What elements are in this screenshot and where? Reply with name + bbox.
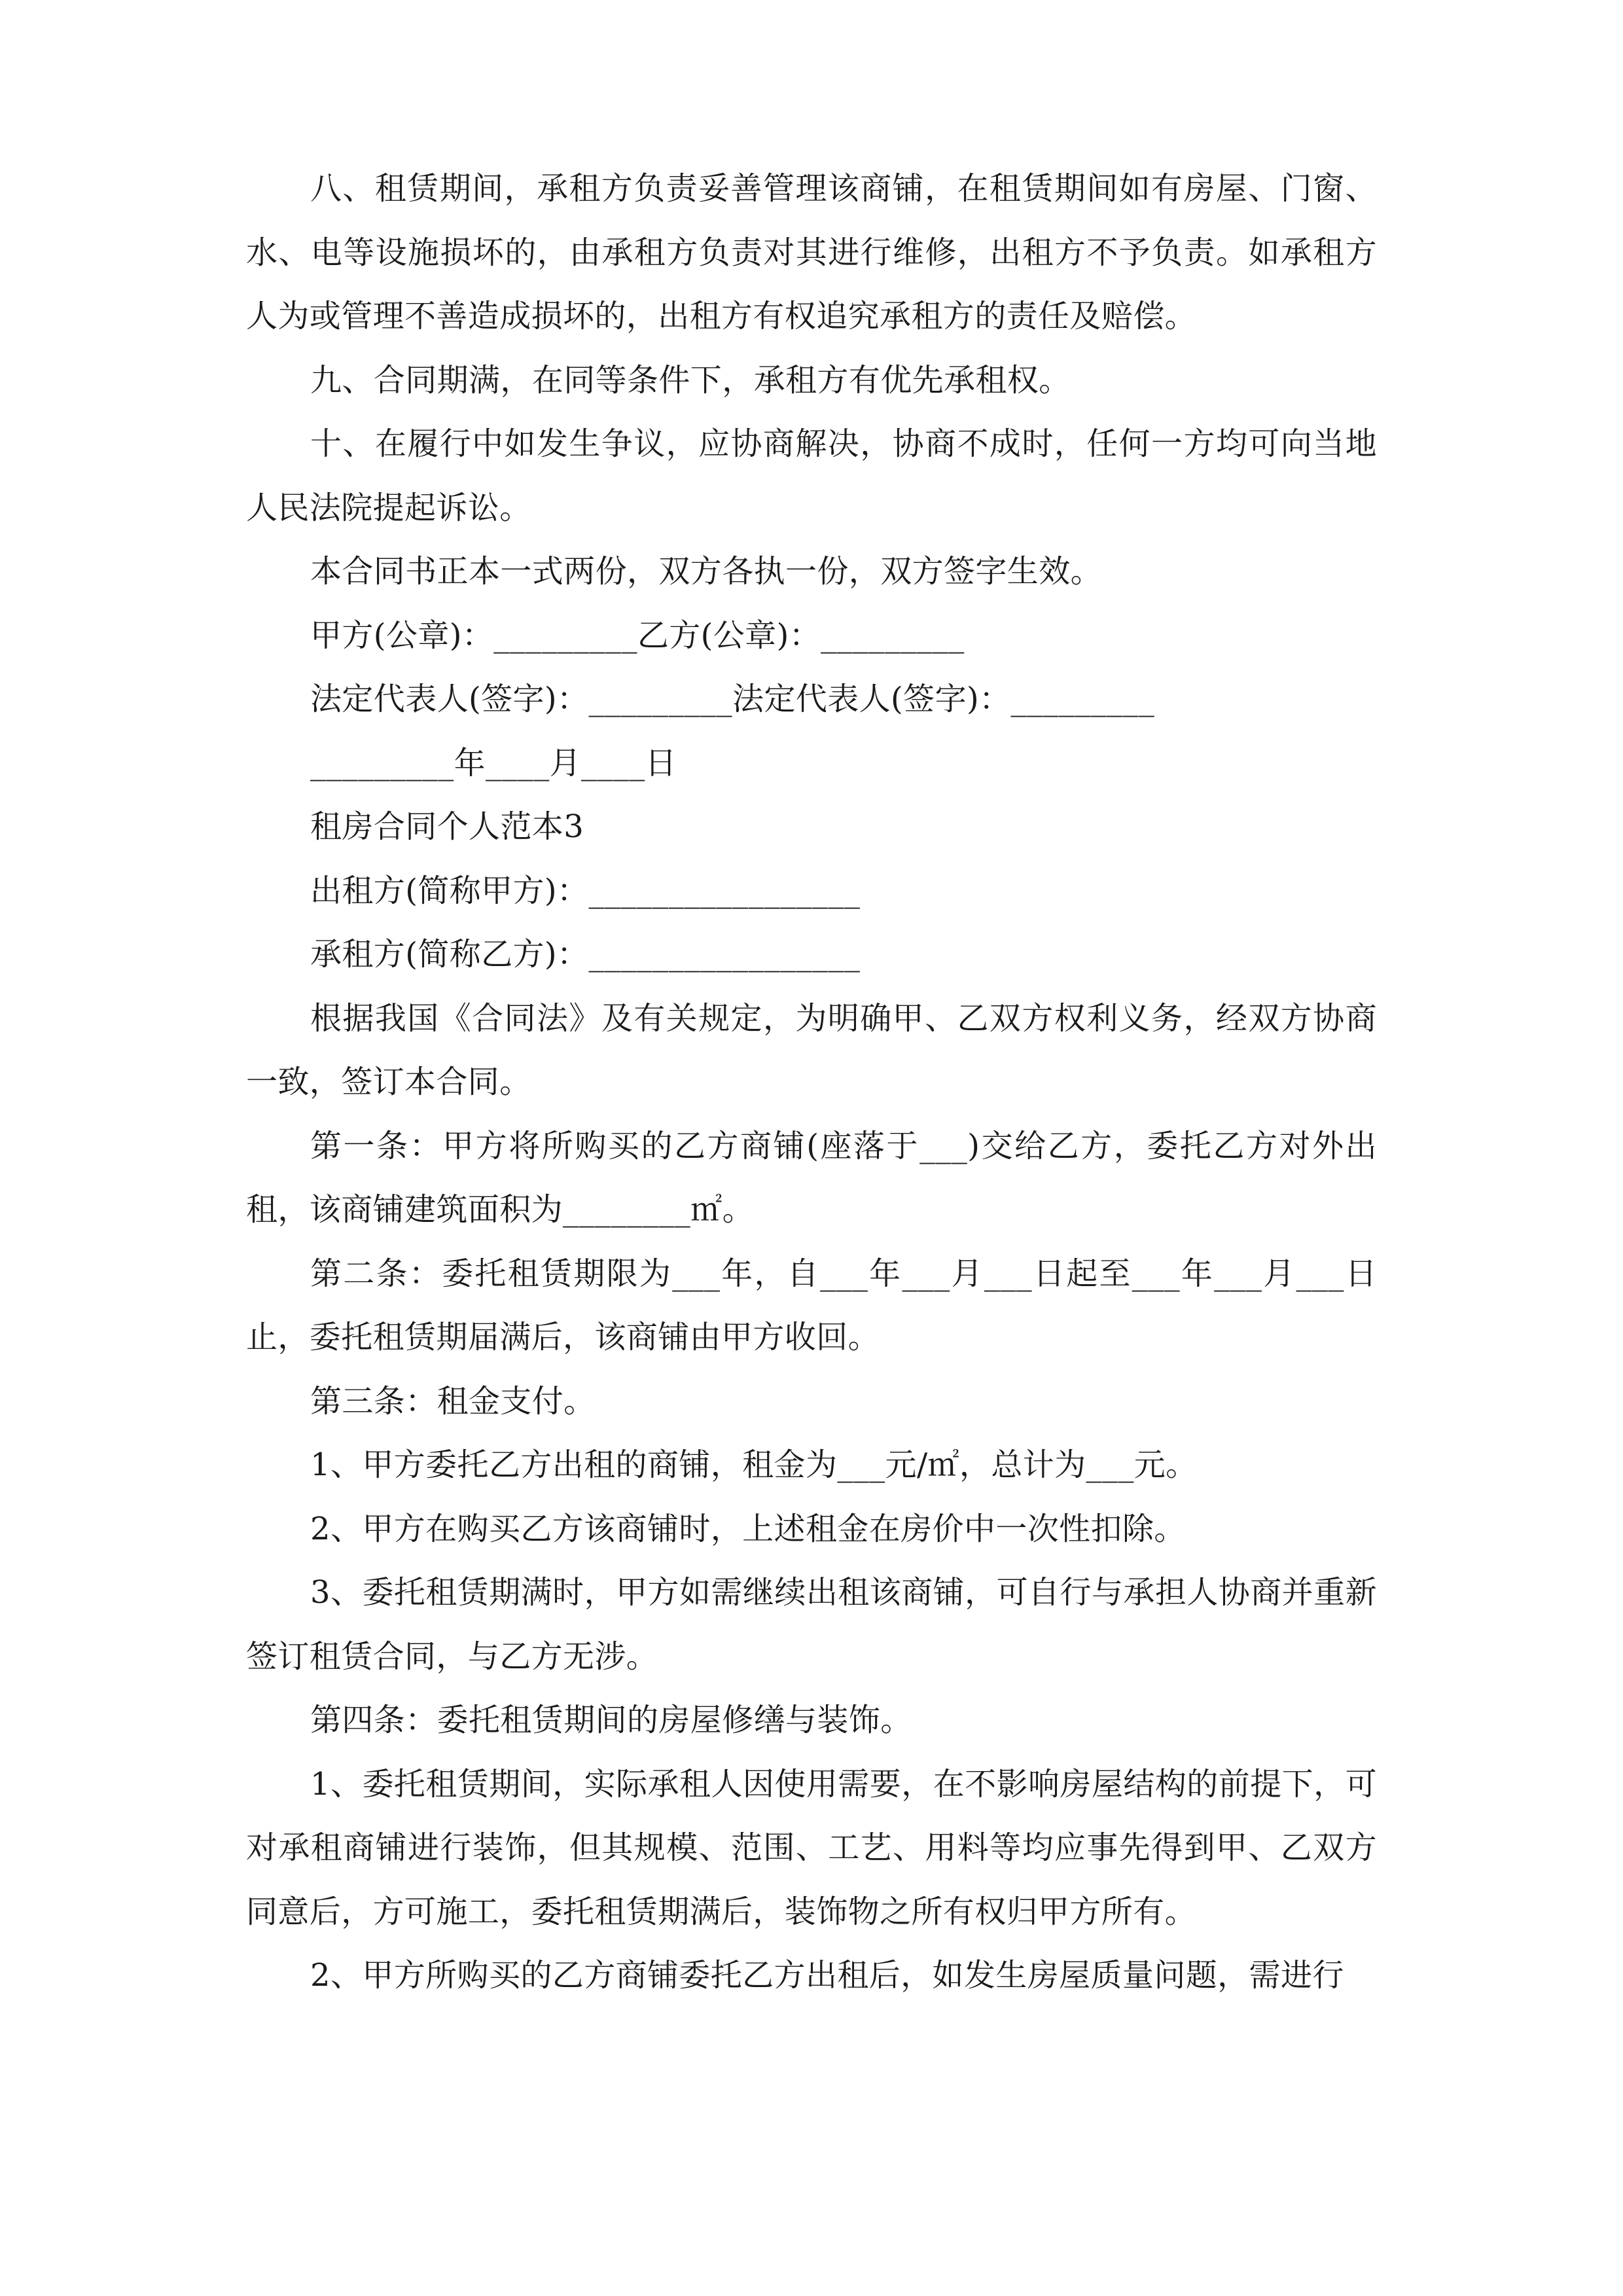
paragraph-clause-8: 八、租赁期间，承租方负责妥善管理该商铺，在租赁期间如有房屋、门窗、水、电等设施损坏的，由承租方负责对其进行维修，出租方不予负责。如承租方人为或管理不善造成损坏的，出租方有权追究承租方的责任及赔偿。: [246, 170, 1377, 334]
signature-representative-line: 法定代表人(签字)：_________法定代表人(签字)：_________: [310, 681, 1155, 717]
paragraph-clause-10: 十、在履行中如发生争议，应协商解决，协商不成时，任何一方均可向当地人民法院提起诉讼。: [246, 425, 1377, 526]
section-title: 租房合同个人范本3: [310, 808, 584, 845]
article-3-item-1: 1、甲方委托乙方出租的商铺，租金为___元/㎡，总计为___元。: [310, 1446, 1198, 1483]
article-3-heading: 第三条：租金支付。: [310, 1382, 596, 1420]
paragraph-preamble: 根据我国《合同法》及有关规定，为明确甲、乙双方权利义务，经双方协商一致，签订本合同。: [246, 999, 1377, 1100]
article-2: 第二条：委托租赁期限为___年，自___年___月___日起至___年___月___日止，委托租赁期届满后，该商铺由甲方收回。: [246, 1255, 1377, 1355]
paragraph-copies: 本合同书正本一式两份，双方各执一份，双方签字生效。: [310, 553, 1103, 590]
document-body: [246, 157, 1377, 2008]
article-3-item-3: 3、委托租赁期满时，甲方如需继续出租该商铺，可自行与承担人协商并重新签订租赁合同，与乙方无涉。: [246, 1574, 1377, 1675]
lessee-line: 承租方(简称乙方)：_________________: [310, 936, 861, 973]
paragraph-clause-9: 九、合同期满，在同等条件下，承租方有优先承租权。: [310, 361, 1071, 399]
article-4-heading: 第四条：委托租赁期间的房屋修缮与装饰。: [310, 1702, 912, 1738]
article-3-item-2: 2、甲方在购买乙方该商铺时，上述租金在房价中一次性扣除。: [310, 1510, 1186, 1547]
article-1: 第一条：甲方将所购买的乙方商铺(座落于___)交给乙方，委托乙方对外出租，该商铺建筑面积为________㎡。: [246, 1127, 1377, 1228]
signature-seal-line: 甲方(公章)：_________乙方(公章)：_________: [310, 617, 965, 654]
article-4-item-2: 2、甲方所购买的乙方商铺委托乙方出租后，如发生房屋质量问题，需进行: [310, 1957, 1344, 1994]
signature-date-line: _________年____月____日: [310, 744, 677, 781]
lessor-line: 出租方(简称甲方)：_________________: [310, 872, 861, 909]
article-4-item-1: 1、委托租赁期间，实际承租人因使用需要，在不影响房屋结构的前提下，可对承租商铺进行装饰，但其规模、范围、工艺、用料等均应事先得到甲、乙双方同意后，方可施工，委托租赁期满后，装饰物之所有权归甲方所有。: [246, 1765, 1377, 1930]
